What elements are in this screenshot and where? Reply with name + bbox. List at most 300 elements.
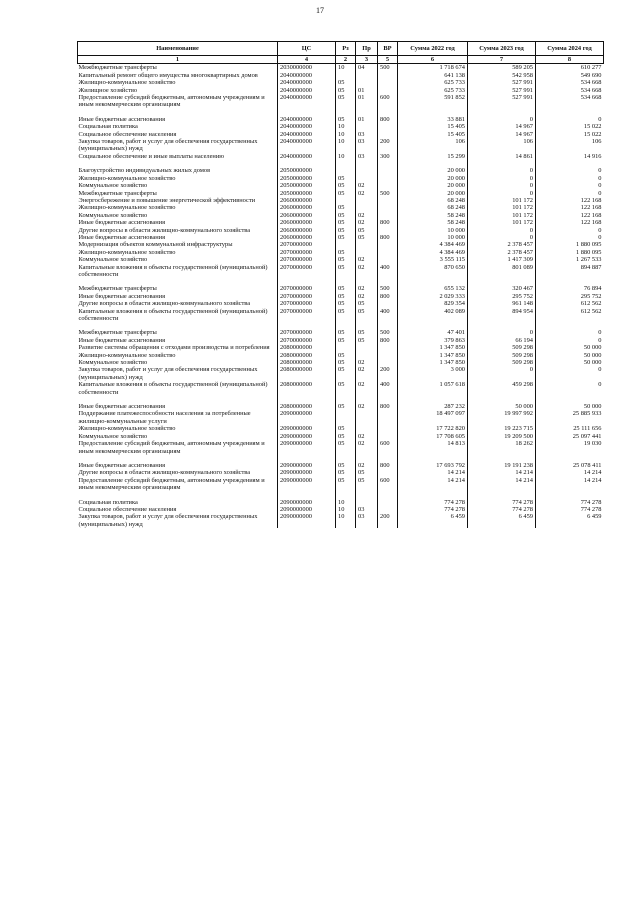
row-pr: 05 [356, 337, 378, 344]
spacer-cell [468, 278, 536, 285]
row-name: Иные бюджетные ассигнования [78, 337, 278, 344]
table-row [78, 513, 604, 528]
header-pr: Пр [356, 42, 378, 56]
row-sum-2024: 0 [536, 182, 604, 189]
row-sum-2022: 3 555 115 [398, 256, 468, 263]
row-sum-2023: 14 967 [468, 123, 536, 130]
table-body [78, 64, 604, 528]
table-row [78, 116, 604, 123]
row-name: Капитальные вложения в объекты государственной (муниципальной) собственности [78, 264, 278, 279]
row-name: Жилищно-коммунальное хозяйство [78, 352, 278, 359]
spacer-cell [378, 492, 398, 499]
row-sum-2023: 509 298 [468, 359, 536, 366]
row-sum-2024: 612 562 [536, 308, 604, 323]
row-name: Предоставление субсидий бюджетным, автономным учреждениям и иным некоммерческим организациям [78, 94, 278, 109]
row-name: Межбюджетные трансферты [78, 329, 278, 336]
row-rz: 10 [336, 64, 356, 72]
row-cs: 2040000000 [278, 123, 336, 130]
row-name: Закупка товаров, работ и услуг для обеспечения государственных (муниципальных) нужд [78, 138, 278, 153]
table-spacer-row [78, 455, 604, 462]
row-sum-2022: 774 278 [398, 506, 468, 513]
row-pr: 02 [356, 219, 378, 226]
row-vr [378, 167, 398, 174]
row-vr [378, 175, 398, 182]
spacer-cell [336, 278, 356, 285]
row-cs: 2090000000 [278, 425, 336, 432]
row-name: Жилищно-коммунальное хозяйство [78, 79, 278, 86]
row-sum-2024: 50 000 [536, 359, 604, 366]
row-sum-2022: 591 852 [398, 94, 468, 109]
row-rz: 05 [336, 190, 356, 197]
spacer-cell [398, 278, 468, 285]
row-name: Энергосбережение и повышение энергетической эффективности [78, 197, 278, 204]
table-row [78, 131, 604, 138]
row-rz [336, 72, 356, 79]
row-sum-2023: 459 298 [468, 381, 536, 396]
table-row [78, 506, 604, 513]
row-sum-2022: 4 384 469 [398, 249, 468, 256]
row-vr: 600 [378, 94, 398, 109]
row-cs: 2030000000 [278, 64, 336, 72]
row-name: Жилищно-коммунальное хозяйство [78, 204, 278, 211]
row-pr: 05 [356, 227, 378, 234]
spacer-cell [356, 455, 378, 462]
row-sum-2023: 320 467 [468, 285, 536, 292]
column-number: 1 [78, 56, 278, 64]
row-sum-2023: 14 967 [468, 131, 536, 138]
row-pr [356, 72, 378, 79]
row-name: Социальная политика [78, 123, 278, 130]
row-pr: 05 [356, 329, 378, 336]
table-row [78, 440, 604, 455]
table-row [78, 249, 604, 256]
row-sum-2023: 19 209 500 [468, 433, 536, 440]
row-sum-2023: 18 262 [468, 440, 536, 455]
row-rz [336, 410, 356, 425]
row-cs: 2050000000 [278, 167, 336, 174]
row-cs: 2070000000 [278, 293, 336, 300]
row-name: Жилищно-коммунальное хозяйство [78, 249, 278, 256]
row-cs: 2090000000 [278, 513, 336, 528]
spacer-cell [356, 492, 378, 499]
row-cs: 2070000000 [278, 249, 336, 256]
header-rz: Рз [336, 42, 356, 56]
row-sum-2023: 961 148 [468, 300, 536, 307]
row-sum-2024: 1 267 533 [536, 256, 604, 263]
header-name: Наименование [78, 42, 278, 56]
row-pr: 01 [356, 94, 378, 109]
table-row [78, 469, 604, 476]
table-spacer-row [78, 109, 604, 116]
row-cs: 2040000000 [278, 72, 336, 79]
row-sum-2023: 1 417 309 [468, 256, 536, 263]
row-rz: 10 [336, 123, 356, 130]
row-cs: 2080000000 [278, 344, 336, 351]
row-sum-2023: 101 172 [468, 197, 536, 204]
row-cs: 2080000000 [278, 352, 336, 359]
row-vr [378, 212, 398, 219]
spacer-cell [78, 492, 278, 499]
row-sum-2024: 19 030 [536, 440, 604, 455]
row-sum-2022: 68 248 [398, 197, 468, 204]
row-name: Иные бюджетные ассигнования [78, 234, 278, 241]
spacer-cell [378, 322, 398, 329]
row-name: Иные бюджетные ассигнования [78, 116, 278, 123]
row-name: Другие вопросы в области жилищно-коммунального хозяйства [78, 469, 278, 476]
row-sum-2024: 0 [536, 337, 604, 344]
spacer-cell [378, 278, 398, 285]
spacer-cell [468, 160, 536, 167]
row-sum-2023: 0 [468, 190, 536, 197]
row-sum-2022: 17 708 605 [398, 433, 468, 440]
row-vr [378, 469, 398, 476]
row-sum-2022: 1 347 850 [398, 344, 468, 351]
table-row [78, 359, 604, 366]
row-cs: 2060000000 [278, 227, 336, 234]
row-vr [378, 204, 398, 211]
row-rz: 05 [336, 234, 356, 241]
header-sum-2022: Сумма 2022 год [398, 42, 468, 56]
row-name: Коммунальное хозяйство [78, 256, 278, 263]
row-vr [378, 123, 398, 130]
row-name: Закупка товаров, работ и услуг для обеспечения государственных (муниципальных) нужд [78, 366, 278, 381]
row-name: Капитальные вложения в объекты государственной (муниципальной) собственности [78, 308, 278, 323]
row-cs: 2090000000 [278, 477, 336, 492]
row-name: Социальное обеспечение населения [78, 506, 278, 513]
spacer-cell [468, 396, 536, 403]
row-sum-2023: 527 991 [468, 87, 536, 94]
row-sum-2024: 15 022 [536, 123, 604, 130]
row-pr [356, 175, 378, 182]
table-row [78, 175, 604, 182]
row-sum-2022: 4 384 469 [398, 241, 468, 248]
row-sum-2024: 14 916 [536, 153, 604, 160]
spacer-cell [78, 396, 278, 403]
row-rz: 05 [336, 462, 356, 469]
row-sum-2023: 0 [468, 366, 536, 381]
row-rz: 05 [336, 79, 356, 86]
row-sum-2023: 542 958 [468, 72, 536, 79]
row-sum-2023: 774 278 [468, 499, 536, 506]
table-header [78, 42, 604, 64]
row-sum-2022: 18 497 097 [398, 410, 468, 425]
spacer-cell [278, 278, 336, 285]
row-cs: 2090000000 [278, 506, 336, 513]
row-sum-2022: 1 347 850 [398, 352, 468, 359]
spacer-cell [336, 109, 356, 116]
row-sum-2022: 287 232 [398, 403, 468, 410]
spacer-cell [278, 492, 336, 499]
row-pr: 02 [356, 212, 378, 219]
row-rz: 05 [336, 219, 356, 226]
spacer-cell [536, 322, 604, 329]
row-sum-2022: 20 000 [398, 190, 468, 197]
row-pr: 02 [356, 293, 378, 300]
row-name: Иные бюджетные ассигнования [78, 403, 278, 410]
row-pr: 03 [356, 138, 378, 153]
table-row [78, 285, 604, 292]
row-pr: 02 [356, 433, 378, 440]
row-sum-2022: 6 459 [398, 513, 468, 528]
row-pr: 02 [356, 440, 378, 455]
table-spacer-row [78, 322, 604, 329]
row-sum-2024: 15 022 [536, 131, 604, 138]
row-rz: 05 [336, 285, 356, 292]
header-cs: ЦС [278, 42, 336, 56]
table-spacer-row [78, 396, 604, 403]
row-cs: 2040000000 [278, 94, 336, 109]
row-name: Социальное обеспечение населения [78, 131, 278, 138]
row-vr: 600 [378, 477, 398, 492]
row-sum-2024: 774 278 [536, 506, 604, 513]
row-cs: 2090000000 [278, 433, 336, 440]
row-sum-2024: 0 [536, 190, 604, 197]
row-cs: 2070000000 [278, 285, 336, 292]
row-sum-2022: 379 863 [398, 337, 468, 344]
row-sum-2024: 76 894 [536, 285, 604, 292]
table-row [78, 79, 604, 86]
row-cs: 2040000000 [278, 116, 336, 123]
row-name: Другие вопросы в области жилищно-коммунального хозяйства [78, 227, 278, 234]
row-pr: 02 [356, 366, 378, 381]
row-sum-2022: 20 000 [398, 167, 468, 174]
row-sum-2022: 106 [398, 138, 468, 153]
row-sum-2023: 894 954 [468, 308, 536, 323]
row-rz: 05 [336, 329, 356, 336]
row-name: Предоставление субсидий бюджетным, автономным учреждениям и иным некоммерческим организациям [78, 440, 278, 455]
row-vr [378, 131, 398, 138]
page-number: 17 [316, 6, 324, 15]
row-name: Социальная политика [78, 499, 278, 506]
row-pr: 03 [356, 513, 378, 528]
header-sum-2024: Сумма 2024 год [536, 42, 604, 56]
header-sum-2023: Сумма 2023 год [468, 42, 536, 56]
spacer-cell [278, 396, 336, 403]
row-cs: 2090000000 [278, 469, 336, 476]
row-vr [378, 352, 398, 359]
row-name: Социальное обеспечение и иные выплаты населению [78, 153, 278, 160]
row-vr: 800 [378, 219, 398, 226]
spacer-cell [378, 160, 398, 167]
row-sum-2022: 829 354 [398, 300, 468, 307]
row-pr: 05 [356, 300, 378, 307]
row-cs: 2070000000 [278, 264, 336, 279]
row-pr: 03 [356, 153, 378, 160]
spacer-cell [398, 396, 468, 403]
row-sum-2023: 527 991 [468, 79, 536, 86]
row-vr [378, 499, 398, 506]
row-sum-2022: 47 401 [398, 329, 468, 336]
spacer-cell [536, 278, 604, 285]
spacer-cell [398, 109, 468, 116]
row-sum-2023: 509 298 [468, 352, 536, 359]
row-pr: 05 [356, 234, 378, 241]
spacer-cell [378, 109, 398, 116]
row-vr [378, 249, 398, 256]
row-pr: 05 [356, 308, 378, 323]
row-sum-2024: 122 168 [536, 204, 604, 211]
row-cs: 2070000000 [278, 329, 336, 336]
row-sum-2023: 19 191 238 [468, 462, 536, 469]
row-sum-2023: 2 378 457 [468, 249, 536, 256]
row-cs: 2050000000 [278, 175, 336, 182]
spacer-cell [356, 396, 378, 403]
row-sum-2022: 14 214 [398, 469, 468, 476]
spacer-cell [398, 455, 468, 462]
row-vr [378, 197, 398, 204]
row-sum-2024: 0 [536, 175, 604, 182]
row-vr [378, 182, 398, 189]
spacer-cell [336, 396, 356, 403]
row-cs: 2060000000 [278, 219, 336, 226]
row-sum-2024: 610 277 [536, 64, 604, 72]
table-row [78, 197, 604, 204]
row-vr: 200 [378, 366, 398, 381]
spacer-cell [468, 109, 536, 116]
column-number: 2 [336, 56, 356, 64]
row-sum-2024: 0 [536, 381, 604, 396]
row-vr: 800 [378, 293, 398, 300]
row-vr [378, 425, 398, 432]
table-row [78, 300, 604, 307]
row-rz: 05 [336, 227, 356, 234]
row-sum-2024: 6 459 [536, 513, 604, 528]
row-sum-2024: 0 [536, 116, 604, 123]
row-sum-2023: 0 [468, 167, 536, 174]
row-sum-2022: 1 057 618 [398, 381, 468, 396]
row-cs: 2090000000 [278, 499, 336, 506]
row-vr [378, 87, 398, 94]
row-name: Коммунальное хозяйство [78, 182, 278, 189]
row-vr: 500 [378, 285, 398, 292]
row-rz: 05 [336, 477, 356, 492]
spacer-cell [278, 109, 336, 116]
row-name: Другие вопросы в области жилищно-коммунального хозяйства [78, 300, 278, 307]
row-name: Межбюджетные трансферты [78, 64, 278, 72]
row-cs: 2060000000 [278, 197, 336, 204]
row-vr: 500 [378, 64, 398, 72]
row-sum-2022: 68 248 [398, 204, 468, 211]
table-row [78, 381, 604, 396]
row-vr: 200 [378, 138, 398, 153]
row-cs: 2070000000 [278, 241, 336, 248]
row-sum-2023: 774 278 [468, 506, 536, 513]
spacer-cell [536, 160, 604, 167]
row-rz: 05 [336, 293, 356, 300]
row-sum-2024: 894 887 [536, 264, 604, 279]
row-cs: 2080000000 [278, 366, 336, 381]
row-sum-2022: 774 278 [398, 499, 468, 506]
table-row [78, 190, 604, 197]
table-row [78, 167, 604, 174]
spacer-cell [468, 492, 536, 499]
row-pr: 03 [356, 506, 378, 513]
row-vr: 200 [378, 513, 398, 528]
row-pr: 02 [356, 381, 378, 396]
row-pr [356, 352, 378, 359]
table-row [78, 308, 604, 323]
row-sum-2024: 534 668 [536, 87, 604, 94]
row-sum-2024: 25 097 441 [536, 433, 604, 440]
row-cs: 2060000000 [278, 212, 336, 219]
row-vr [378, 344, 398, 351]
table-row [78, 256, 604, 263]
row-sum-2024: 50 000 [536, 403, 604, 410]
row-rz [336, 197, 356, 204]
row-vr [378, 433, 398, 440]
row-sum-2022: 10 000 [398, 234, 468, 241]
row-rz: 05 [336, 249, 356, 256]
row-rz: 10 [336, 513, 356, 528]
table-row [78, 410, 604, 425]
row-sum-2022: 655 132 [398, 285, 468, 292]
row-sum-2022: 870 650 [398, 264, 468, 279]
spacer-cell [356, 278, 378, 285]
row-rz: 05 [336, 300, 356, 307]
row-rz: 10 [336, 499, 356, 506]
spacer-cell [78, 322, 278, 329]
row-rz: 05 [336, 352, 356, 359]
row-sum-2023: 0 [468, 182, 536, 189]
row-cs: 2060000000 [278, 234, 336, 241]
row-cs: 2080000000 [278, 381, 336, 396]
row-rz: 05 [336, 440, 356, 455]
row-sum-2023: 0 [468, 116, 536, 123]
row-name: Иные бюджетные ассигнования [78, 293, 278, 300]
table-row [78, 462, 604, 469]
spacer-cell [336, 160, 356, 167]
row-sum-2023: 101 172 [468, 204, 536, 211]
row-rz: 10 [336, 138, 356, 153]
row-sum-2024: 0 [536, 366, 604, 381]
row-sum-2024: 25 885 933 [536, 410, 604, 425]
row-sum-2024: 122 168 [536, 212, 604, 219]
column-number: 3 [356, 56, 378, 64]
row-pr [356, 499, 378, 506]
row-vr: 600 [378, 440, 398, 455]
row-sum-2023: 14 214 [468, 469, 536, 476]
spacer-cell [378, 396, 398, 403]
spacer-cell [536, 455, 604, 462]
table-row [78, 138, 604, 153]
row-name: Закупка товаров, работ и услуг для обеспечения государственных (муниципальных) нужд [78, 513, 278, 528]
row-vr: 400 [378, 381, 398, 396]
row-rz: 05 [336, 425, 356, 432]
row-pr [356, 241, 378, 248]
row-sum-2024: 106 [536, 138, 604, 153]
row-sum-2022: 10 000 [398, 227, 468, 234]
row-sum-2024: 1 880 095 [536, 241, 604, 248]
row-sum-2022: 17 693 792 [398, 462, 468, 469]
row-sum-2024: 0 [536, 329, 604, 336]
row-cs: 2080000000 [278, 403, 336, 410]
row-vr [378, 227, 398, 234]
row-pr: 02 [356, 190, 378, 197]
table-row [78, 72, 604, 79]
row-pr: 02 [356, 264, 378, 279]
row-rz: 10 [336, 153, 356, 160]
row-sum-2024: 534 668 [536, 79, 604, 86]
row-pr: 02 [356, 285, 378, 292]
row-vr: 800 [378, 403, 398, 410]
row-sum-2023: 106 [468, 138, 536, 153]
row-cs: 2070000000 [278, 256, 336, 263]
row-rz: 10 [336, 131, 356, 138]
spacer-cell [398, 160, 468, 167]
table-row [78, 219, 604, 226]
row-sum-2022: 402 089 [398, 308, 468, 323]
row-pr: 03 [356, 131, 378, 138]
